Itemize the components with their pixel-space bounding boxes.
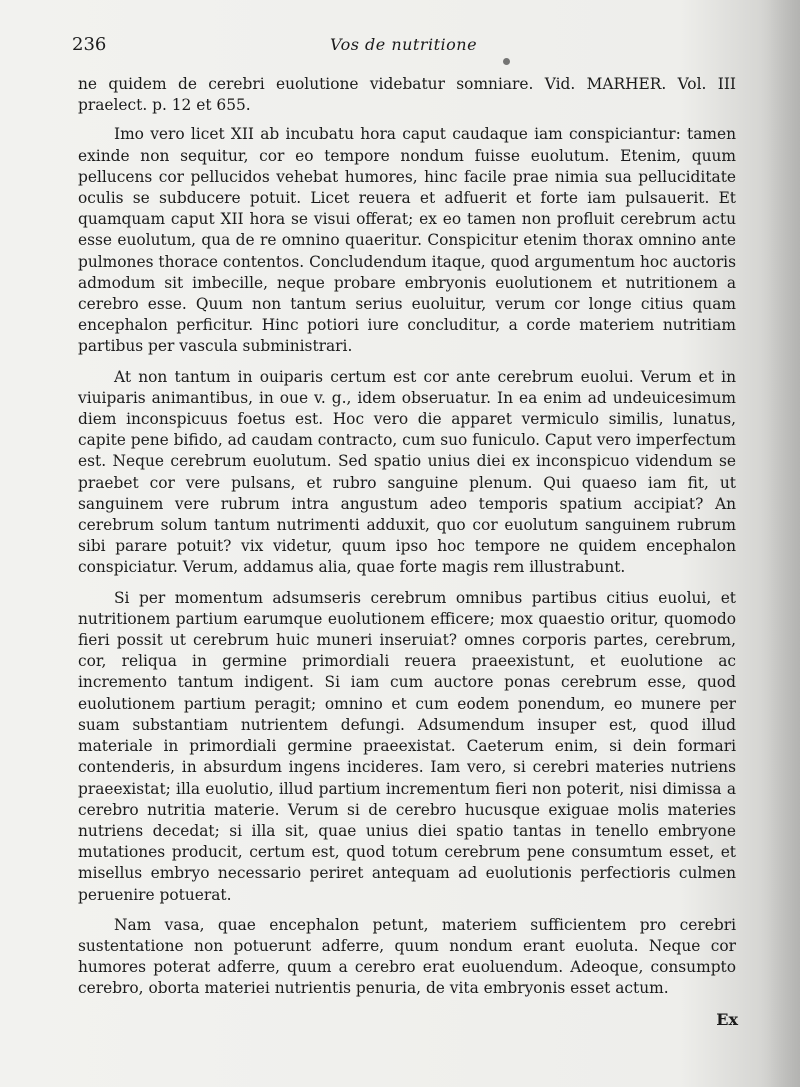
paragraph: Si per momentum adsumseris cerebrum omnibus partibus citius euolui, et nutritionem partium earumque euolutionem efficere; mox quaestio oritur, quomodo fieri possit ut cerebrum huic muneri inseruiat? omnes corporis partes, cerebrum, cor, reliqua in germine primordiali reuera praeexistunt, et euolutione ac incremento tantum indigent. Si iam cum auctore ponas cerebrum esse, quod euolutionem partium peragit; omnino et cum eodem ponendum, eo munere per suam substantiam nutrientem defungi. Adsumendum insuper est, quod illud materiale in primordiali germine praeexistat. Caeterum enim, si dein formari contenderis, in absurdum ingens incideres. Iam vero, si cerebri materies nutriens praeexistat; illa euolutio, illud partium incrementum fieri non poterit, nisi dimissa a cerebro nutritia materie. Verum si de cerebro hucusque exiguae molis materies nutriens decedat; si illa sit, quae unius diei spatio tantas in tenello embryone mutationes producit, certum est, quod totum cerebrum pene consumtum esset, et misellus embryo necessario periret antequam ad euolutionis perfectioris culmen peruenire potuerat.	[78, 588, 736, 904]
paragraph-continuation: ne quidem de cerebri euolutione videbatur somniare. Vid. MARHER. Vol. III praelect. p. 12 et 655.	[78, 75, 736, 115]
paragraph: Nam vasa, quae encephalon petunt, materiem sufficientem pro cerebri sustentatione non potuerunt adferre, quum nondum erant euoluta. Neque cor humores poterat adferre, quum a cerebro erat euoluendum. Adeoque, consumpto cerebro, oborta materiei nutrientis penuria, de vita embryonis esset actum.	[78, 915, 736, 998]
body-text	[78, 74, 736, 1009]
paragraph: At non tantum in ouiparis certum est cor ante cerebrum euolui. Verum et in viuiparis animantibus, in oue v. g., idem obseruatur. In ea enim ad undeuicesimum diem inconspicuus foetus est. Hoc vero die apparet vermiculo similis, lunatus, capite pene bifido, ad caudam contracto, cum suo funiculo. Caput vero imperfectum est. Neque cerebrum euolutum. Sed spatio unius diei ex inconspicuo videndum se praebet cor vere pulsans, et rubro sanguine plenum. Qui quaeso iam fit, ut sanguinem vere rubrum intra angustum adeo temporis spatium accipiat? An cerebrum solum tantum nutrimenti adduxit, quo cor euolutum sanguinem rubrum sibi parare potuit? vix videtur, quum ipso hoc tempore ne quidem encephalon conspiciatur. Verum, addamus alia, quae forte magis rem illustrabunt.	[78, 367, 736, 577]
paragraph: Imo vero licet XII ab incubatu hora caput caudaque iam conspiciantur: tamen exinde non sequitur, cor eo tempore nondum fuisse euolutum. Etenim, quum pellucens cor pellucidos vehebat humores, hinc facile prae nimia sua pelluciditate oculis se subducere potuit. Licet reuera et adfuerit et forte iam pulsauerit. Et quamquam caput XII hora se visui offerat; ex eo tamen non profluit cerebrum actu esse euolutum, qua de re omnino quaeritur. Conspicitur etenim thorax omnino ante pulmones thorace contentos. Concludendum itaque, quod argumentum hoc auctoris admodum sit imbecille, neque probare embryonis euolutionem et nutritionem a cerebro esse. Quum non tantum serius euoluitur, verum cor longe citius quam encephalon perficitur. Hinc potiori iure concluditur, a corde materiem nutritiam partibus per vascula subministrari.	[78, 125, 736, 356]
page-header	[72, 34, 732, 60]
running-title: Vos de nutritione	[330, 35, 478, 54]
page-number: 236	[72, 34, 107, 55]
catchword: Ex	[716, 1010, 738, 1029]
page-edge-shadow	[760, 0, 800, 1087]
